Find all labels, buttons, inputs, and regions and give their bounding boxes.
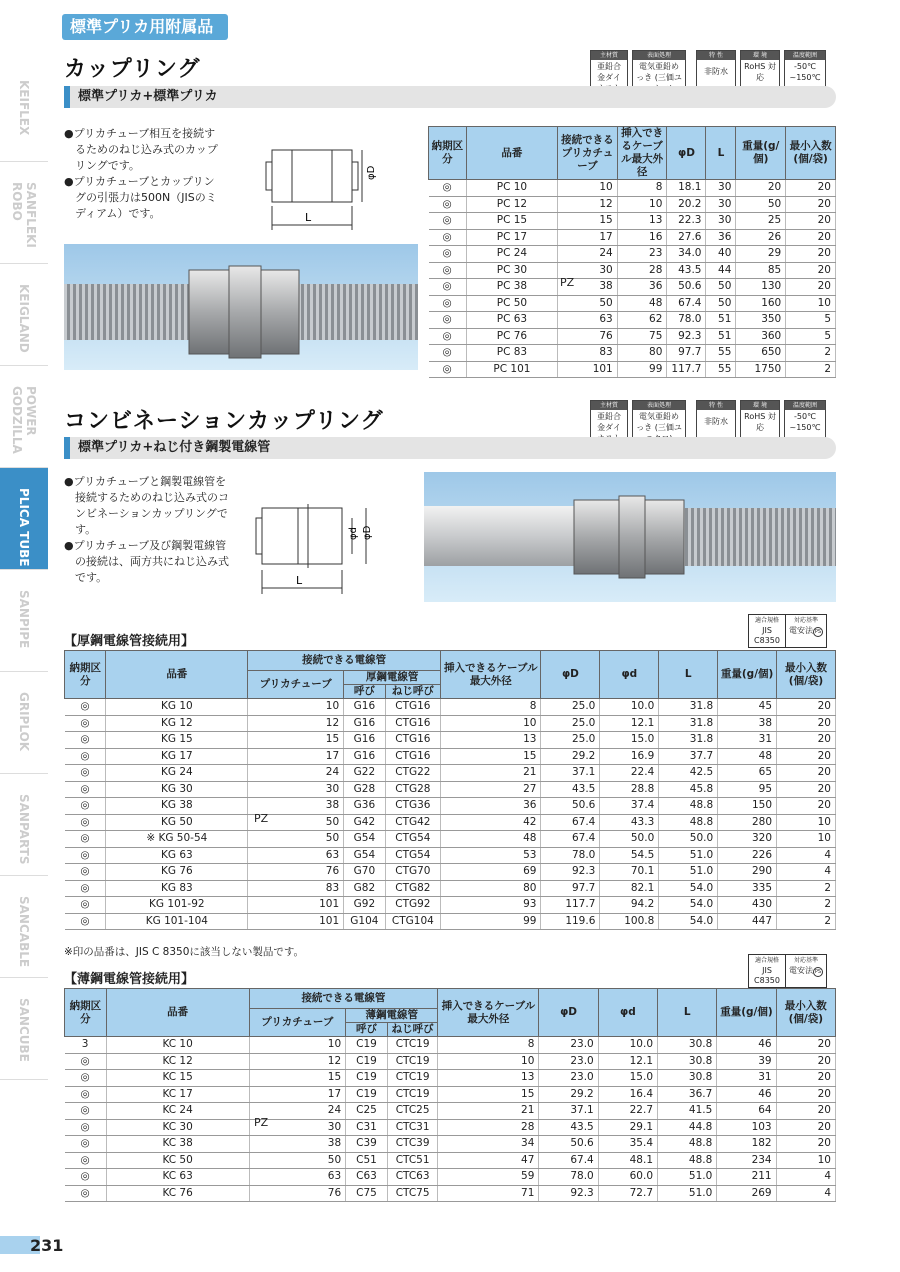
side-tab-4[interactable]: PLICA TUBE [0, 468, 48, 570]
part-number: KG 30 [106, 781, 248, 798]
jis-badge-2: 適合規格 JIS C8350 対応基準 電安法 PS [748, 954, 827, 988]
side-tab-2[interactable]: KEIGLAND [0, 264, 48, 366]
part-number: KG 12 [106, 715, 248, 732]
table-row: ◎ KG 30 30 G28 CTG28 27 43.5 28.8 45.8 95 20 [65, 781, 836, 798]
table-row: ◎ KG 10 10 G16 CTG16 8 25.0 10.0 31.8 45 20 [65, 699, 836, 716]
delivery-mark: ◎ [65, 748, 106, 765]
part-number: PC 17 [466, 229, 557, 246]
svg-text:L: L [305, 211, 312, 224]
delivery-mark: ◎ [429, 312, 467, 329]
delivery-mark: ◎ [65, 1185, 107, 1202]
section2-subtitle: 標準プリカ+ねじ付き鋼製電線管 [64, 437, 836, 459]
jis-badge-1: 適合規格 JIS C8350 対応基準 電安法 PS [748, 614, 827, 648]
delivery-mark: ◎ [65, 1169, 107, 1186]
svg-text:L: L [296, 574, 303, 587]
table-row: ◎ KG 101-104 101 G104 CTG104 99 119.6 100.8 54.0 447 2 [65, 913, 836, 930]
delivery-mark: ◎ [65, 847, 106, 864]
t1-header: 接続できるプリカチューブ [558, 127, 618, 180]
delivery-mark: ◎ [65, 1103, 107, 1120]
section2-title: コンビネーションカップリング [64, 409, 384, 434]
delivery-mark: ◎ [65, 1053, 107, 1070]
part-number: PC 10 [466, 180, 557, 197]
part-number: KC 15 [106, 1070, 249, 1087]
part-number: KG 101-104 [106, 913, 248, 930]
delivery-mark: ◎ [65, 1070, 107, 1087]
spec-badges-2: 主材質 亜鉛合金ダイ 表面処理 電気亜鉛めっき (三価ユ 特 性 非防水 環 境 RoHS 対応 温度範囲 -50℃ ~150℃ [590, 400, 826, 457]
delivery-mark: ◎ [65, 880, 106, 897]
delivery-mark: ◎ [65, 798, 106, 815]
part-number: KC 30 [106, 1119, 249, 1136]
combination-coupling-photo [424, 472, 836, 602]
side-tab-7[interactable]: SANPARTS [0, 774, 48, 876]
delivery-mark: ◎ [65, 1136, 107, 1153]
delivery-mark: ◎ [429, 246, 467, 263]
side-tab-9[interactable]: SANCUBE [0, 978, 48, 1080]
t1-header: 挿入できるケーブル最大外径 [617, 127, 667, 180]
table-row: ◎ KG 101-92 101 G92 CTG92 93 117.7 94.2 54.0 430 2 [65, 897, 836, 914]
part-number: KG 83 [106, 880, 248, 897]
delivery-mark: ◎ [65, 897, 106, 914]
coupling-photo [64, 244, 418, 370]
part-number: PC 76 [466, 328, 557, 345]
combination-coupling-diagram [248, 496, 388, 600]
table-row: ◎ KC 76 76 C75 CTC75 71 92.3 72.7 51.0 269 4 [65, 1185, 836, 1202]
table-row: ◎ KG 12 12 G16 CTG16 10 25.0 12.1 31.8 38 20 [65, 715, 836, 732]
table-row: ◎ PC 38 38 36 50.6 50 130 20 [429, 279, 836, 296]
t2-pz: PZ [254, 812, 269, 825]
table-row: ◎ KC 17 17 C19 CTC19 15 29.2 16.4 36.7 46 20 [65, 1086, 836, 1103]
table-row: ◎ KC 30 30 C31 CTC31 28 43.5 29.1 44.8 103 20 [65, 1119, 836, 1136]
t1-header: φD [667, 127, 706, 180]
delivery-mark: ◎ [429, 295, 467, 312]
part-number: KC 24 [106, 1103, 249, 1120]
part-number: ※ KG 50-54 [106, 831, 248, 848]
side-tab-8[interactable]: SANCABLE [0, 876, 48, 978]
part-number: PC 101 [466, 361, 557, 378]
table-row: ◎ PC 10 10 8 18.1 30 20 20 [429, 180, 836, 197]
delivery-mark: ◎ [429, 213, 467, 230]
part-number: PC 38 [466, 279, 557, 296]
table-row: ◎ PC 63 63 62 78.0 51 350 5 [429, 312, 836, 329]
delivery-mark: ◎ [65, 715, 106, 732]
table-row: ◎ PC 30 30 28 43.5 44 85 20 [429, 262, 836, 279]
t1-header: L [706, 127, 736, 180]
delivery-mark: ◎ [65, 814, 106, 831]
category-tag: 標準プリカ用附属品 [62, 14, 228, 40]
delivery-mark: ◎ [65, 1152, 107, 1169]
section1-bullets: ●プリカチューブ相互を接続するためのねじ込み式のカップリングです。 ●プリカチューブとカップリングの引張力は500N（JISのミディアム）です。 [64, 127, 218, 220]
thick-conduit-table: 納期区分 品番 接続できる電線管 挿入できるケーブル最大外径 φD φd L 重量(g/個) 最小入数(個/袋) プリカチューブ 厚鋼電線管 呼び ねじ呼び ◎ KG 10 10 G16 CTG16 8 25.0 10.0 31.8 45 20 ◎ KG 12 12 G16 CTG16 10 25.0 12.1 31.8 38 20 ◎ KG 15 15 G16 CTG16 13 25.0 15.0 31.8 31 20 ◎ KG 17 17 G16 CTG16 15 29.2 16.9 37.7 48 20 ◎ KG 24 24 G22 CTG22 21 37.1 22.4 42.5 65 20 ◎ KG 30 30 G28 CTG28 27 43.5 28.8 45.8 95 20 ◎ KG 38 38 G36 CTG36 36 50.6 37.4 48.8 150 20 ◎ KG 50 50 G42 CTG42 42 67.4 43.3 48.8 280 10 ◎ ※ KG 50-54 50 G54 CTG54 48 67.4 50.0 50.0 320 10 ◎ KG 63 63 G54 CTG54 53 78.0 54.5 51.0 226 4 ◎ KG 76 76 G70 CTG70 69 92.3 70.1 51.0 290 4 ◎ KG 83 83 G82 CTG82 80 97.7 82.1 54.0 335 2 ◎ KG 101-92 101 G92 CTG92 93 117.7 94.2 54.0 430 2 ◎ KG 101-104 101 G104 CTG104 99 119.6 100.8 54.0 447 2 [64, 650, 836, 930]
part-number: PC 15 [466, 213, 557, 230]
delivery-mark: ◎ [65, 913, 106, 930]
table-note: ※印の品番は、JIS C 8350に該当しない製品です。 [64, 946, 305, 958]
part-number: KC 10 [106, 1037, 249, 1054]
delivery-mark: ◎ [429, 328, 467, 345]
section1-subtitle: 標準プリカ+標準プリカ [64, 86, 836, 108]
side-tab-0[interactable]: KEIFLEX [0, 60, 48, 162]
t1-header: 重量(g/個) [736, 127, 786, 180]
table-row: ◎ PC 24 24 23 34.0 40 29 20 [429, 246, 836, 263]
t1-header: 最小入数(個/袋) [786, 127, 836, 180]
side-tab-3[interactable]: POWER GODZILLA [0, 366, 48, 468]
delivery-mark: ◎ [429, 180, 467, 197]
part-number: PC 24 [466, 246, 557, 263]
section2-bullets: ●プリカチューブと鋼製電線管を接続するためのねじ込み式のコンビネーションカップリングです。 ●プリカチューブ及び鋼製電線管の接続は、両方共にねじ込み式です。 [64, 475, 229, 584]
side-tab-6[interactable]: GRIPLOK [0, 672, 48, 774]
side-tabs [0, 60, 48, 1080]
table-row: ◎ KC 12 12 C19 CTC19 10 23.0 12.1 30.8 39 20 [65, 1053, 836, 1070]
delivery-mark: 3 [65, 1037, 107, 1054]
table-row: 3 KC 10 10 C19 CTC19 8 23.0 10.0 30.8 46 20 [65, 1037, 836, 1054]
delivery-mark: ◎ [65, 699, 106, 716]
thin-conduit-label: 【薄鋼電線管接続用】 [64, 972, 195, 987]
part-number: KG 101-92 [106, 897, 248, 914]
ps-mark-icon: PS [814, 629, 822, 635]
part-number: KG 24 [106, 765, 248, 782]
part-number: KC 38 [106, 1136, 249, 1153]
table-row: ◎ PC 50 50 48 67.4 50 160 10 [429, 295, 836, 312]
thick-conduit-label: 【厚鋼電線管接続用】 [64, 634, 195, 649]
table-row: ◎ PC 15 15 13 22.3 30 25 20 [429, 213, 836, 230]
delivery-mark: ◎ [429, 345, 467, 362]
delivery-mark: ◎ [429, 361, 467, 378]
part-number: PC 83 [466, 345, 557, 362]
table-row: ◎ KG 63 63 G54 CTG54 53 78.0 54.5 51.0 226 4 [65, 847, 836, 864]
part-number: KG 15 [106, 732, 248, 749]
table-row: ◎ PC 76 76 75 92.3 51 360 5 [429, 328, 836, 345]
table-row: ◎ KC 63 63 C63 CTC63 59 78.0 60.0 51.0 211 4 [65, 1169, 836, 1186]
table-row: ◎ PC 17 17 16 27.6 36 26 20 [429, 229, 836, 246]
svg-text:φD: φD [362, 525, 373, 540]
t1-header: 納期区分 [429, 127, 467, 180]
part-number: PC 63 [466, 312, 557, 329]
side-tab-5[interactable]: SANPIPE [0, 570, 48, 672]
delivery-mark: ◎ [429, 279, 467, 296]
svg-text:φd: φd [348, 527, 359, 540]
page-number: 231 [30, 1236, 64, 1255]
table-row: ◎ KG 38 38 G36 CTG36 36 50.6 37.4 48.8 150 20 [65, 798, 836, 815]
table-row: ◎ KG 24 24 G22 CTG22 21 37.1 22.4 42.5 65 20 [65, 765, 836, 782]
t1-pz: PZ [560, 276, 575, 289]
table-row: ◎ KG 17 17 G16 CTG16 15 29.2 16.9 37.7 48 20 [65, 748, 836, 765]
delivery-mark: ◎ [65, 781, 106, 798]
table-row: ◎ KC 38 38 C39 CTC39 34 50.6 35.4 48.8 182 20 [65, 1136, 836, 1153]
thin-conduit-table: 納期区分 品番 接続できる電線管 挿入できるケーブル最大外径 φD φd L 重量(g/個) 最小入数(個/袋) プリカチューブ 薄鋼電線管 呼び ねじ呼び 3 KC 10 10 C19 CTC19 8 23.0 10.0 30.8 46 20 ◎ KC 12 12 C19 CTC19 10 23.0 12.1 30.8 39 20 ◎ KC 15 15 C19 CTC19 13 23.0 15.0 30.8 31 20 ◎ KC 17 17 C19 CTC19 15 29.2 16.4 36.7 46 20 ◎ KC 24 24 C25 CTC25 21 37.1 22.7 41.5 64 20 ◎ KC 30 30 C31 CTC31 28 43.5 29.1 44.8 103 20 ◎ KC 38 38 C39 CTC39 34 50.6 35.4 48.8 182 20 ◎ KC 50 50 C51 CTC51 47 67.4 48.1 48.8 234 10 ◎ KC 63 63 C63 CTC63 59 78.0 60.0 51.0 211 4 ◎ KC 76 76 C75 CTC75 71 92.3 72.7 51.0 269 4 [64, 988, 836, 1202]
table-row: ◎ KG 83 83 G82 CTG82 80 97.7 82.1 54.0 335 2 [65, 880, 836, 897]
part-number: KG 10 [106, 699, 248, 716]
delivery-mark: ◎ [65, 831, 106, 848]
delivery-mark: ◎ [429, 262, 467, 279]
table-row: ◎ PC 101 101 99 117.7 55 1750 2 [429, 361, 836, 378]
side-tab-1[interactable]: SANFLEKI ROBO [0, 162, 48, 264]
coupling-diagram [262, 140, 382, 240]
table-row: ◎ KC 15 15 C19 CTC19 13 23.0 15.0 30.8 31 20 [65, 1070, 836, 1087]
coupling-table [428, 126, 836, 378]
section1-title: カップリング [64, 57, 201, 82]
table-row: ◎ KC 50 50 C51 CTC51 47 67.4 48.1 48.8 234 10 [65, 1152, 836, 1169]
delivery-mark: ◎ [65, 732, 106, 749]
table-row: ◎ KC 24 24 C25 CTC25 21 37.1 22.7 41.5 64 20 [65, 1103, 836, 1120]
delivery-mark: ◎ [65, 1119, 107, 1136]
part-number: KC 76 [106, 1185, 249, 1202]
table-row: ◎ PC 83 83 80 97.7 55 650 2 [429, 345, 836, 362]
delivery-mark: ◎ [65, 1086, 107, 1103]
part-number: PC 50 [466, 295, 557, 312]
part-number: PC 12 [466, 196, 557, 213]
part-number: KG 17 [106, 748, 248, 765]
delivery-mark: ◎ [65, 765, 106, 782]
part-number: KG 38 [106, 798, 248, 815]
part-number: KC 50 [106, 1152, 249, 1169]
table-row: ◎ ※ KG 50-54 50 G54 CTG54 48 67.4 50.0 50.0 320 10 [65, 831, 836, 848]
delivery-mark: ◎ [429, 229, 467, 246]
part-number: KG 63 [106, 847, 248, 864]
part-number: KC 12 [106, 1053, 249, 1070]
table-row: ◎ KG 50 50 G42 CTG42 42 67.4 43.3 48.8 280 10 [65, 814, 836, 831]
delivery-mark: ◎ [65, 864, 106, 881]
spec-badges-1: 主材質 亜鉛合金ダイ 表面処理 電気亜鉛めっき (三価ユ 特 性 非防水 環 境 RoHS 対応 温度範囲 -50℃ ~150℃ [590, 50, 826, 107]
ps-mark-icon: PS [814, 969, 822, 975]
part-number: PC 30 [466, 262, 557, 279]
part-number: KG 50 [106, 814, 248, 831]
t1-header: 品番 [466, 127, 557, 180]
t3-pz: PZ [254, 1116, 269, 1129]
table-row: ◎ KG 76 76 G70 CTG70 69 92.3 70.1 51.0 290 4 [65, 864, 836, 881]
svg-text:φD: φD [366, 165, 377, 180]
table-row: ◎ PC 12 12 10 20.2 30 50 20 [429, 196, 836, 213]
part-number: KG 76 [106, 864, 248, 881]
table-row: ◎ KG 15 15 G16 CTG16 13 25.0 15.0 31.8 31 20 [65, 732, 836, 749]
part-number: KC 63 [106, 1169, 249, 1186]
delivery-mark: ◎ [429, 196, 467, 213]
part-number: KC 17 [106, 1086, 249, 1103]
